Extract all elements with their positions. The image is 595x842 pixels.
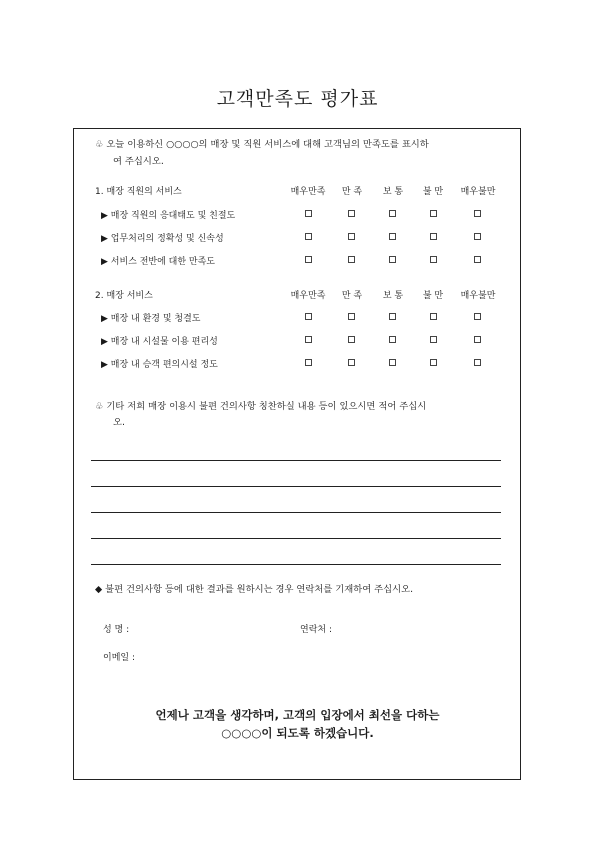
col-dissatisfied: 불 만	[422, 187, 444, 197]
col-neutral: 보 통	[382, 187, 404, 197]
checkbox[interactable]	[348, 233, 355, 240]
checkbox[interactable]	[348, 256, 355, 263]
comment-line[interactable]	[91, 460, 501, 461]
col-neutral: 보 통	[382, 291, 404, 301]
section-1-item-1: ▶ 매장 직원의 응대태도 및 친절도	[101, 211, 236, 221]
checkbox[interactable]	[305, 233, 312, 240]
checkbox[interactable]	[430, 210, 437, 217]
checkbox[interactable]	[305, 210, 312, 217]
section-1-item-2: ▶ 업무처리의 정확성 및 신속성	[101, 234, 224, 244]
comment-line[interactable]	[91, 538, 501, 539]
checkbox[interactable]	[430, 233, 437, 240]
col-very-satisfied: 매우만족	[290, 187, 326, 197]
name-field-label[interactable]: 성 명 :	[103, 625, 130, 635]
email-field-label[interactable]: 이메일 :	[103, 653, 135, 663]
comment-line[interactable]	[91, 564, 501, 565]
section-2-heading: 2. 매장 서비스	[95, 291, 153, 301]
form-frame	[73, 128, 521, 780]
contact-note: ◆ 불편 건의사항 등에 대한 결과를 원하시는 경우 연락처를 기재하여 주십시오.	[95, 584, 414, 595]
col-satisfied: 만 족	[341, 187, 363, 197]
col-very-dissatisfied: 매우불만	[460, 291, 496, 301]
col-very-dissatisfied: 매우불만	[460, 187, 496, 197]
comment-note-line2: 오.	[113, 417, 125, 428]
section-2-item-1: ▶ 매장 내 환경 및 청결도	[101, 314, 201, 324]
closing-line2: ○○○○이 되도록 하겠습니다.	[221, 726, 374, 740]
checkbox[interactable]	[389, 210, 396, 217]
checkbox[interactable]	[430, 256, 437, 263]
checkbox[interactable]	[389, 256, 396, 263]
clover-icon: ♧	[95, 401, 104, 412]
comment-note-line1	[95, 398, 426, 415]
col-satisfied: 만 족	[341, 291, 363, 301]
checkbox[interactable]	[430, 313, 437, 320]
section-2-item-2: ▶ 매장 내 시설물 이용 편리성	[101, 337, 218, 347]
col-very-satisfied: 매우만족	[290, 291, 326, 301]
checkbox[interactable]	[389, 313, 396, 320]
checkbox[interactable]	[474, 256, 481, 263]
checkbox[interactable]	[474, 359, 481, 366]
comment-line[interactable]	[91, 486, 501, 487]
checkbox[interactable]	[348, 336, 355, 343]
section-1-heading: 1. 매장 직원의 서비스	[95, 187, 182, 197]
col-dissatisfied: 불 만	[422, 291, 444, 301]
closing-line1: 언제나 고객을 생각하며, 고객의 입장에서 최선을 다하는	[155, 708, 440, 722]
checkbox[interactable]	[305, 336, 312, 343]
intro-note-line2: 여 주십시오.	[113, 156, 164, 167]
intro-text: 오늘 이용하신 ○○○○의 매장 및 직원 서비스에 대해 고객님의 만족도를 표시하	[106, 139, 429, 150]
checkbox[interactable]	[389, 336, 396, 343]
checkbox[interactable]	[474, 313, 481, 320]
checkbox[interactable]	[474, 233, 481, 240]
intro-note-line1	[95, 136, 429, 153]
section-1-item-3: ▶ 서비스 전반에 대한 만족도	[101, 257, 215, 267]
phone-field-label[interactable]: 연락처 :	[300, 625, 332, 635]
checkbox[interactable]	[348, 210, 355, 217]
checkbox[interactable]	[389, 233, 396, 240]
checkbox[interactable]	[474, 336, 481, 343]
section-2-item-3: ▶ 매장 내 승객 편의시설 정도	[101, 360, 218, 370]
checkbox[interactable]	[430, 359, 437, 366]
clover-icon: ♧	[95, 139, 104, 150]
checkbox[interactable]	[348, 313, 355, 320]
comment-line[interactable]	[91, 512, 501, 513]
checkbox[interactable]	[305, 256, 312, 263]
comment-text: 기타 저희 매장 이용시 불편 건의사항 칭찬하실 내용 등이 있으시면 적어 주십시	[106, 401, 427, 412]
checkbox[interactable]	[348, 359, 355, 366]
checkbox[interactable]	[430, 336, 437, 343]
checkbox[interactable]	[305, 359, 312, 366]
checkbox[interactable]	[389, 359, 396, 366]
checkbox[interactable]	[305, 313, 312, 320]
checkbox[interactable]	[474, 210, 481, 217]
page-title: 고객만족도 평가표	[216, 88, 379, 110]
